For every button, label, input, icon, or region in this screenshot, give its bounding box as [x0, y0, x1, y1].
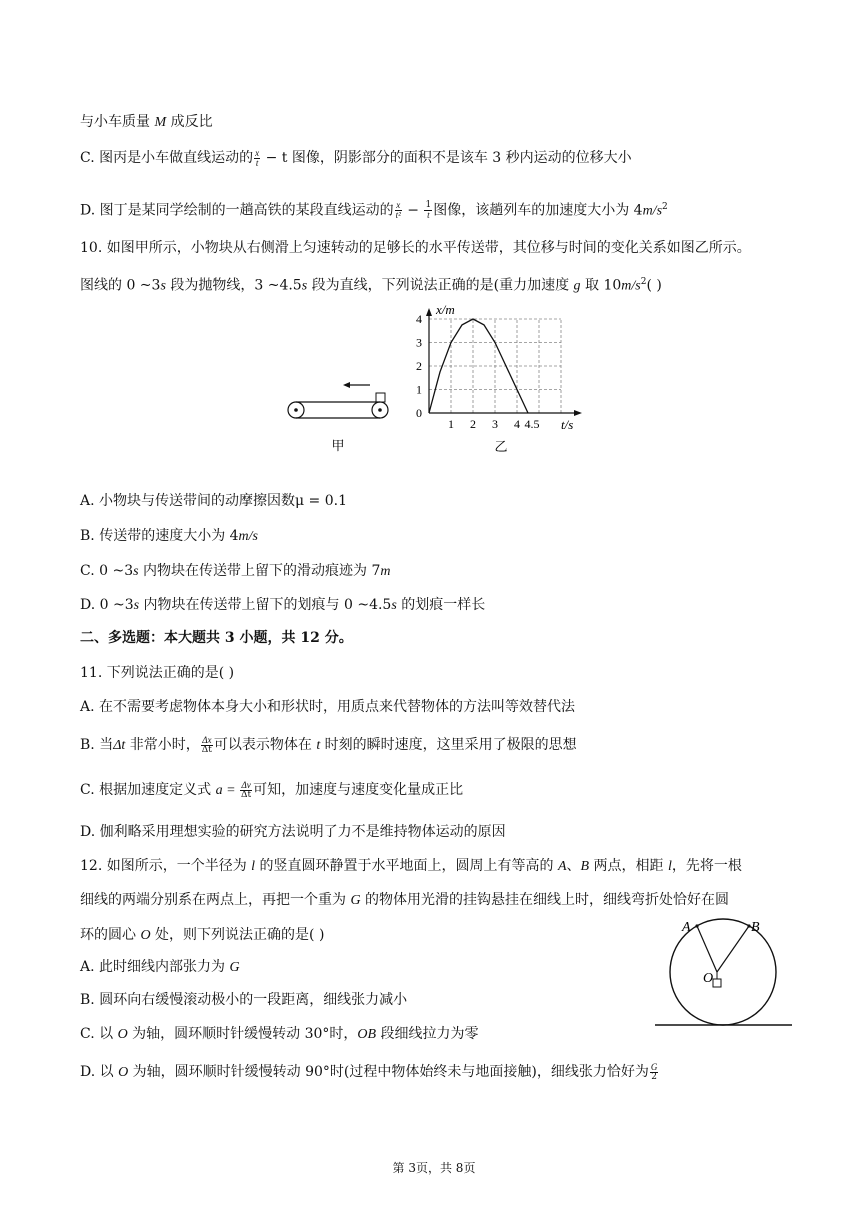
series-line-x-t [429, 319, 528, 413]
fig-label-yi: 乙 [494, 439, 508, 454]
x-tick-label: 1 [448, 417, 454, 431]
point-a [695, 924, 698, 927]
label-o: O [703, 971, 714, 986]
y-tick-label: 0 [416, 406, 422, 420]
prev-question-tail: 与小车质量 M 成反比 [80, 114, 213, 130]
hanging-weight [713, 979, 721, 987]
y-tick-label: 3 [416, 335, 422, 350]
y-tick-label: 1 [416, 382, 422, 397]
y-axis-label: x/m [436, 305, 455, 317]
x-axis-label: t/s [561, 417, 574, 432]
y-tick-label: 2 [416, 359, 422, 373]
q12-option-c[interactable]: C. 以 O 为轴，圆环顺时针缓慢转动 30°时，OB 段细线拉力为零 [80, 1026, 479, 1042]
xt-chart [405, 305, 595, 457]
ring-figure [650, 915, 800, 1035]
x-tick-label: 3 [492, 417, 498, 431]
prev-option-d: D. 图丁是某同学绘制的一趟高铁的某段直线运动的 $\frac{x}{\text{t²}}$ − $\frac{1}{t}$ 图像，该趟列车的加速度大小为 $4m/s^2$ [80, 200, 668, 221]
y-axis-arrow-icon [426, 308, 432, 316]
x-tick-label: 4.5 [524, 417, 540, 431]
q11-stem: 11. 下列说法正确的是( ) [80, 665, 235, 681]
x-axis-arrow-icon [574, 410, 582, 416]
block [376, 393, 385, 402]
q10-option-d[interactable]: D. 0 ~3s 内物块在传送带上留下的划痕与 0 ~4.5s 的划痕一样长 [80, 597, 486, 613]
right-roller-axle [378, 408, 382, 412]
q12-stem-line3: 环的圆心 O 处，则下列说法正确的是( ) [80, 927, 325, 943]
q12-option-d[interactable]: D. 以 O 为轴，圆环顺时针缓慢转动 90°时(过程中物体始终未与地面接触)，细线张力恰好为 $\frac{G}{2}$ [80, 1061, 658, 1082]
arrow-head-icon [343, 382, 350, 388]
page-footer: 第 3页，共 8页 [392, 1161, 476, 1175]
x-tick-label: 2 [470, 417, 476, 431]
q11-option-c[interactable]: C. 根据加速度定义式 a = $\frac{\Delta v}{\Delta t}$ 可知，加速度与速度变化量成正比 [80, 779, 464, 800]
prev-option-c: C. 图丙是小车做直线运动的 $\frac{x}{t}$ − t 图像，阴影部分的面积不是该车 3 秒内运动的位移大小 [80, 147, 632, 168]
label-b: B [751, 920, 760, 935]
q12-option-a[interactable]: A. 此时细线内部张力为 G [80, 959, 240, 975]
q11-option-b[interactable]: B. 当Δt 非常小时， $\frac{\Delta x}{\Delta t}$ 可以表示物体在 t 时刻的瞬时速度，这里采用了极限的思想 [80, 734, 577, 755]
string-ob [717, 926, 749, 972]
q11-option-a[interactable]: A. 在不需要考虑物体本身大小和形状时，用质点来代替物体的方法叫等效替代法 [80, 699, 576, 715]
section-heading: 二、多选题：本大题共 3 小题，共 12 分。 [80, 630, 353, 646]
label-a: A [682, 920, 691, 935]
conveyor-belt-figure [280, 375, 405, 460]
fig-label-jia: 甲 [331, 438, 345, 453]
q10-option-a[interactable]: A. 小物块与传送带间的动摩擦因数μ = 0.1 [80, 493, 348, 509]
string-oa [697, 926, 717, 972]
q10-option-c[interactable]: C. 0 ~3s 内物块在传送带上留下的滑动痕迹为 7m [80, 563, 391, 579]
x-tick-label: 4 [514, 417, 520, 431]
q10-option-b[interactable]: B. 传送带的速度大小为 4m/s [80, 528, 258, 544]
left-roller-axle [294, 408, 298, 412]
q10-stem-line1: 10. 如图甲所示，小物块从右侧滑上匀速转动的足够长的水平传送带，其位移与时间的变化关系如图乙所示。 [80, 240, 751, 256]
q12-stem-line2: 细线的两端分别系在两点上，再把一个重为 G 的物体用光滑的挂钩悬挂在细线上时，细线弯折处恰好在圆 [80, 892, 730, 908]
q11-option-d[interactable]: D. 伽利略采用理想实验的研究方法说明了力不是维持物体运动的原因 [80, 824, 506, 840]
q12-stem-line1: 12. 如图所示，一个半径为 l 的竖直圆环静置于水平地面上，圆周上有等高的 A、B 两点，相距 l，先将一根 [80, 858, 742, 874]
q12-option-b[interactable]: B. 圆环向右缓慢滚动极小的一段距离，细线张力减小 [80, 992, 408, 1008]
q10-stem-line2: 图线的 0 ~3s 段为抛物线，3 ~4.5s 段为直线，下列说法正确的是(重力加速度 g 取 $10m/s^2$( ) [80, 277, 662, 294]
y-tick-label: 4 [416, 312, 422, 326]
